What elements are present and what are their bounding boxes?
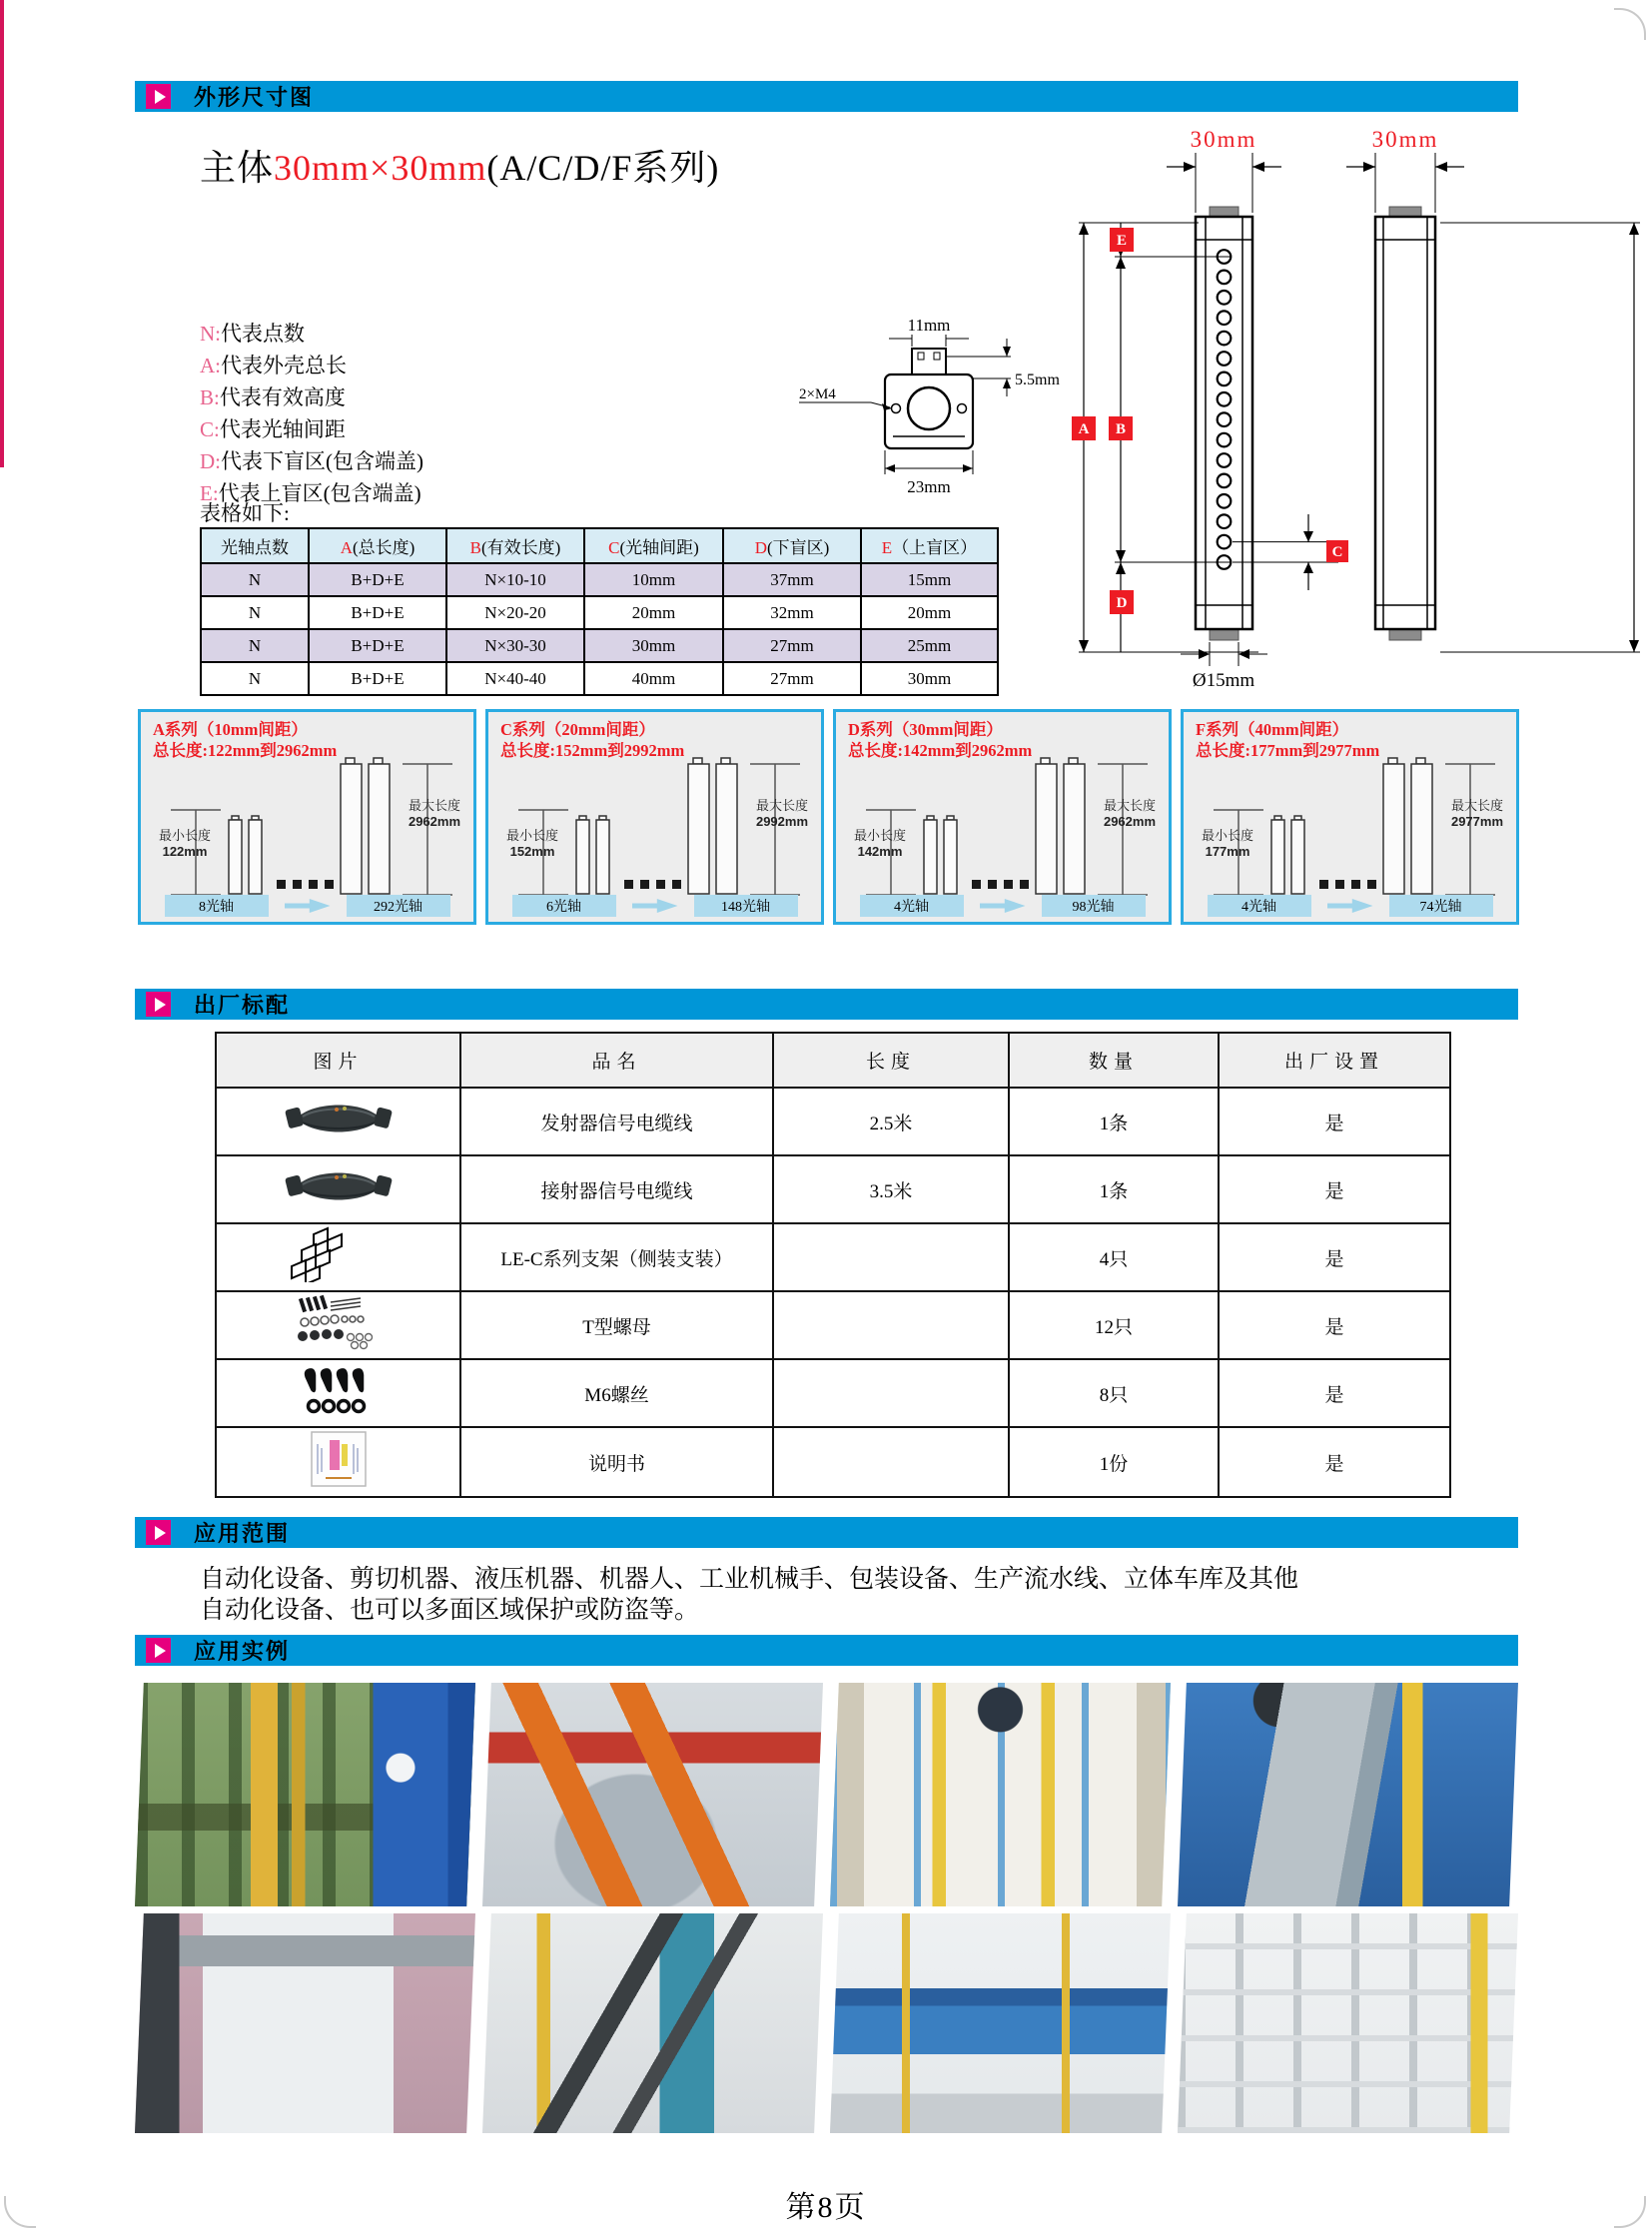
- arrow-right-icon: [632, 899, 678, 913]
- front-view-drawing: [1072, 127, 1348, 691]
- min-axes-badge: 8光轴: [165, 895, 269, 917]
- max-axes-badge: 74光轴: [1389, 895, 1493, 917]
- axes-badges: [1184, 895, 1516, 917]
- series-box-F: [1181, 709, 1519, 925]
- arrow-right-icon: [285, 899, 331, 913]
- manual-icon: [304, 1428, 374, 1490]
- series-box-D: [833, 709, 1172, 925]
- photo-test-cabinet: [830, 1683, 1171, 1906]
- dim-30mm-side: 30mm: [1371, 127, 1439, 152]
- dimension-drawing: [779, 95, 1652, 694]
- cfg-row: 发射器信号电缆线 2.5米 1条 是: [216, 1088, 1450, 1155]
- table-note: 表格如下:: [200, 501, 290, 525]
- min-length-label: 最小长度 142mm: [853, 828, 906, 859]
- photo-row: [135, 1683, 1518, 1906]
- title-dimension: 30mm×30mm: [274, 148, 487, 188]
- svg-text:C: C: [1331, 544, 1343, 560]
- play-icon: [155, 998, 166, 1012]
- page-edge-mark: [0, 0, 4, 467]
- series-box-C: [485, 709, 824, 925]
- bracket-icon: [284, 1226, 394, 1282]
- photo-warehouse-racks: [1178, 1913, 1518, 2133]
- min-axes-badge: 4光轴: [860, 895, 964, 917]
- spec-header-row: 光轴点数 A(总长度) B(有效长度) C(光轴间距) D(下盲区) E（上盲区）: [201, 528, 998, 563]
- series-box-A: [138, 709, 476, 925]
- section-bar-std-config: [135, 989, 1518, 1020]
- screw-icon: [284, 1362, 394, 1418]
- corner-mark: [1614, 8, 1646, 40]
- cross-section-drawing: [799, 316, 1060, 496]
- play-icon: [155, 90, 166, 104]
- legend-item: E:代表上盲区(包含端盖): [200, 481, 421, 505]
- section-bar-app-examples: [135, 1635, 1518, 1666]
- min-length-label: 最小长度 122mm: [158, 828, 211, 859]
- title-prefix: 主体: [200, 148, 275, 188]
- min-length-label: 最小长度 152mm: [505, 828, 558, 859]
- spec-row: N B+D+E N×10-10 10mm 37mm 15mm: [201, 563, 998, 596]
- dim-2xM4: 2×M4: [799, 386, 836, 402]
- std-config-table: [215, 1032, 1451, 1498]
- dim-connector: Ø15mm: [1192, 670, 1255, 691]
- series-title: D系列（30mm间距） 总长度:142mm到2962mm: [848, 720, 1033, 760]
- arrow-right-icon: [1327, 899, 1373, 913]
- dim-11mm: 11mm: [907, 316, 951, 335]
- svg-text:D: D: [1116, 595, 1128, 611]
- legend-item: B:代表有效高度: [200, 385, 346, 409]
- photo-welding-robots: [482, 1683, 823, 1906]
- cfg-row: 说明书 1份 是: [216, 1427, 1450, 1497]
- photo-row: [135, 1913, 1518, 2133]
- series-title: F系列（40mm间距） 总长度:177mm到2977mm: [1196, 720, 1380, 760]
- max-length-label: 最大长度 2992mm: [755, 798, 809, 829]
- play-icon: [155, 1644, 166, 1658]
- section-title: 应用实例: [194, 1639, 291, 1664]
- svg-text:E: E: [1116, 233, 1128, 249]
- legend-item: N:代表点数: [200, 322, 305, 346]
- svg-text:B: B: [1115, 421, 1127, 437]
- max-length-label: 最大长度 2977mm: [1450, 798, 1504, 829]
- cfg-row: 接射器信号电缆线 3.5米 1条 是: [216, 1155, 1450, 1223]
- svg-text:A: A: [1078, 421, 1090, 437]
- spec-row: N B+D+E N×20-20 20mm 32mm 20mm: [201, 596, 998, 629]
- cfg-row: M6螺丝 8只 是: [216, 1359, 1450, 1427]
- title-suffix: (A/C/D/F系列): [486, 148, 720, 188]
- min-axes-badge: 4光轴: [1208, 895, 1311, 917]
- legend-item: A:代表外壳总长: [200, 354, 347, 377]
- max-axes-badge: 98光轴: [1042, 895, 1146, 917]
- axes-badges: [488, 895, 821, 917]
- page-title: [200, 140, 719, 191]
- series-boxes: [138, 709, 1518, 925]
- spec-row: N B+D+E N×40-40 40mm 27mm 30mm: [201, 662, 998, 695]
- min-length-label: 最小长度 177mm: [1201, 828, 1253, 859]
- section-flag: [146, 1638, 171, 1663]
- tnut-icon: [279, 1292, 399, 1352]
- application-photos: [135, 1683, 1518, 2140]
- cable-icon: [279, 1095, 399, 1142]
- section-title: 外形尺寸图: [194, 85, 315, 110]
- application-range-text: 自动化设备、剪切机器、液压机器、机器人、工业机械手、包装设备、生产流水线、立体车库及其他 自动化设备、也可以多面区域保护或防盗等。: [200, 1566, 1299, 1624]
- cfg-row: T型螺母 12只 是: [216, 1291, 1450, 1359]
- section-flag: [146, 992, 171, 1017]
- section-flag: [146, 1520, 171, 1545]
- section-title: 应用范围: [194, 1521, 291, 1546]
- axes-badges: [836, 895, 1169, 917]
- dim-30mm-front: 30mm: [1190, 127, 1257, 152]
- max-length-label: 最大长度 2962mm: [1103, 798, 1157, 829]
- photo-conveyor-light-curtain: [1178, 1683, 1518, 1906]
- max-axes-badge: 148光轴: [694, 895, 798, 917]
- photo-assembly-line: [830, 1913, 1171, 2133]
- section-flag: [146, 84, 171, 109]
- section-bar-app-range: [135, 1517, 1518, 1548]
- photo-roll-door: [135, 1913, 475, 2133]
- min-axes-badge: 6光轴: [512, 895, 616, 917]
- series-title: A系列（10mm间距） 总长度:122mm到2962mm: [153, 720, 338, 760]
- legend-item: C:代表光轴间距: [200, 417, 346, 441]
- side-view-drawing: [1346, 127, 1640, 652]
- arrow-right-icon: [980, 899, 1026, 913]
- photo-cable-machine: [482, 1913, 823, 2133]
- section-title: 出厂标配: [194, 993, 291, 1018]
- photo-press-machine: [135, 1683, 475, 1906]
- page-number: 第8页: [785, 2191, 867, 2224]
- legend-item: D:代表下盲区(包含端盖): [200, 449, 423, 473]
- series-title: C系列（20mm间距） 总长度:152mm到2992mm: [500, 720, 685, 760]
- axes-badges: [141, 895, 473, 917]
- dim-5p5mm: 5.5mm: [1015, 372, 1060, 388]
- cfg-row: LE-C系列支架（侧装支装） 4只 是: [216, 1223, 1450, 1291]
- spec-row: N B+D+E N×30-30 30mm 27mm 25mm: [201, 629, 998, 662]
- cfg-header-row: 图片 品名 长度 数量 出厂设置: [216, 1033, 1450, 1088]
- play-icon: [155, 1526, 166, 1540]
- cable-icon: [279, 1162, 399, 1210]
- max-axes-badge: 292光轴: [347, 895, 450, 917]
- legend: [200, 318, 423, 509]
- dim-23mm: 23mm: [907, 477, 951, 496]
- max-length-label: 最大长度 2962mm: [408, 798, 461, 829]
